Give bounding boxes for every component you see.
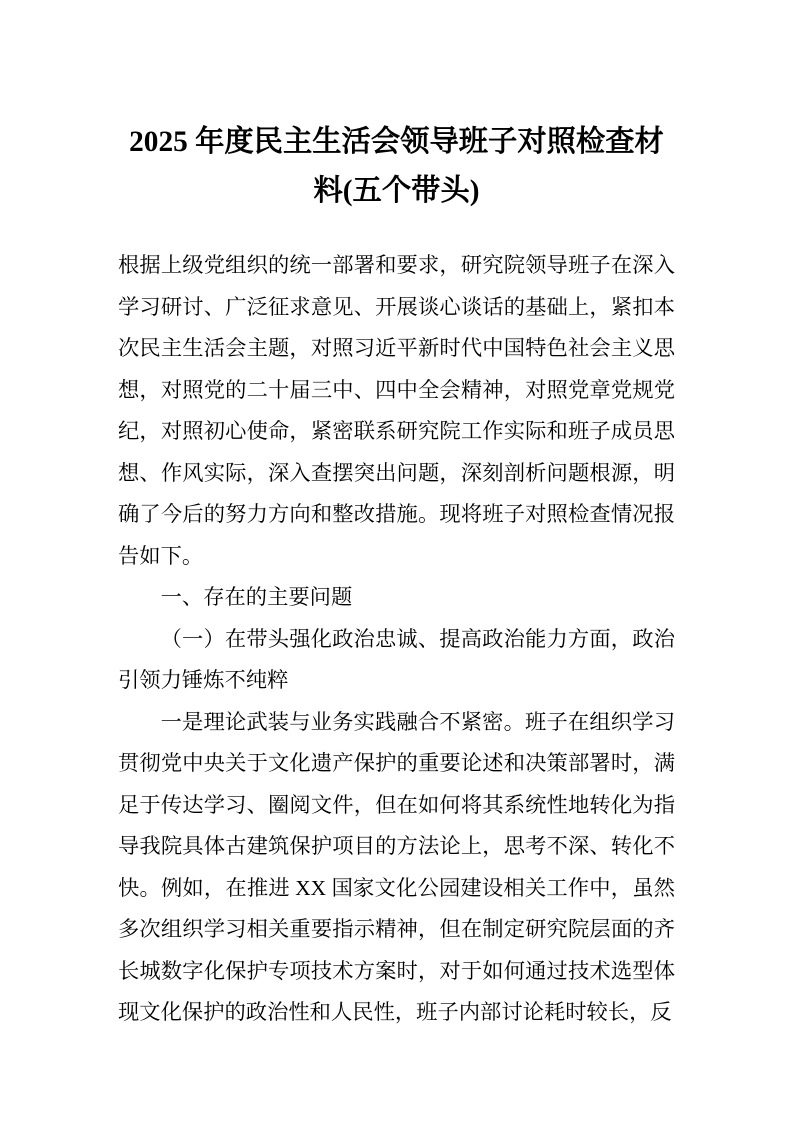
section-heading: 一、存在的主要问题 [160,585,353,609]
document-content [118,118,675,1034]
body-paragraph: 一是理论武装与业务实践融合不紧密。班子在组织学习贯彻党中央关于文化遗产保护的重要论述和决策部署时，满足于传达学习、圈阅文件，但在如何将其系统性地转化为指导我院具体古建筑保护项目的方法论上，思考不深、转化不快。例如，在推进 XX 国家文化公园建设相关工作中，虽然多次组织学习相关重要指示精神，但在制定研究院层面的齐长城数字化保护专项技术方案时，对于如何通过技术选型体现文化保护的政治性和人民性，班子内部讨论耗时较长，反 [118,709,675,1024]
body-paragraph: 根据上级党组织的统一部署和要求，研究院领导班子在深入学习研讨、广泛征求意见、开展谈心谈话的基础上，紧扣本次民主生活会主题，对照习近平新时代中国特色社会主义思想，对照党的二十届三中、四中全会精神，对照党章党规党纪，对照初心使命，紧密联系研究院工作实际和班子成员思想、作风实际，深入查摆突出问题，深刻剖析问题根源，明确了今后的努力方向和整改措施。现将班子对照检查情况报告如下。 [118,253,675,568]
document-body [118,245,675,1034]
subsection-heading: （一）在带头强化政治忠诚、提高政治能力方面，政治引领力锤炼不纯粹 [118,626,675,692]
document-title: 2025 年度民主生活会领导班子对照检查材料(五个带头) [129,126,664,207]
